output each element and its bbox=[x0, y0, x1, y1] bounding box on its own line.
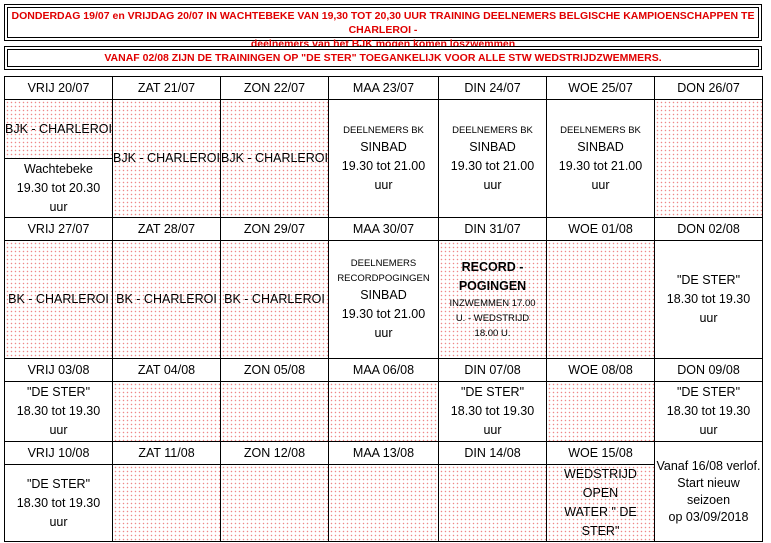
cell-line: 18.30 tot 19.30 bbox=[16, 495, 101, 510]
day-header: MAA 23/07 bbox=[329, 77, 439, 100]
cell-line: RECORD - bbox=[461, 260, 524, 274]
day-header: DON 02/08 bbox=[655, 218, 763, 241]
cell-line: 18.30 tot 19.30 bbox=[450, 404, 535, 418]
empty-cell bbox=[547, 241, 655, 359]
day-header: ZAT 28/07 bbox=[113, 218, 221, 241]
cell-line: uur bbox=[374, 177, 393, 192]
day-header: VRIJ 10/08 bbox=[5, 442, 113, 465]
day-header: VRIJ 03/08 bbox=[5, 359, 113, 382]
cell-line: uur bbox=[49, 514, 68, 529]
schedule-cell: BK - CHARLEROI bbox=[221, 241, 329, 359]
notice-banner bbox=[4, 46, 762, 70]
day-header: VRIJ 20/07 bbox=[5, 77, 113, 100]
cell-line: U. - WEDSTRIJD bbox=[455, 313, 530, 324]
cell-line: 19.30 tot 21.00 bbox=[450, 158, 535, 173]
day-header: DON 26/07 bbox=[655, 77, 763, 100]
schedule-cell bbox=[439, 100, 547, 218]
cell-line: "DE STER" bbox=[460, 385, 525, 399]
day-header: ZAT 11/08 bbox=[113, 442, 221, 465]
day-header: VRIJ 27/07 bbox=[5, 218, 113, 241]
cell-line: 18.30 tot 19.30 bbox=[666, 404, 751, 418]
cell-line: SINBAD bbox=[577, 139, 624, 154]
cell-line: DEELNEMERS BK bbox=[452, 124, 533, 136]
cell-line: uur bbox=[374, 326, 393, 340]
week-4-row bbox=[5, 465, 763, 542]
schedule-cell bbox=[439, 382, 547, 442]
day-header: MAA 13/08 bbox=[329, 442, 439, 465]
cell-line: 19.30 tot 20.30 bbox=[16, 180, 101, 195]
cell-line: WEDSTRIJD OPEN bbox=[564, 467, 637, 500]
schedule-cell bbox=[439, 241, 547, 359]
notice-text: VANAF 02/08 ZIJN DE TRAININGEN OP "DE STER" TOEGANKELIJK VOOR ALLE STW WEDSTRIJDZWEMMERS. bbox=[104, 52, 662, 64]
cell-line: DEELNEMERS bbox=[350, 258, 417, 269]
schedule-cell: BK - CHARLEROI bbox=[113, 241, 221, 359]
day-header: DIN 31/07 bbox=[439, 218, 547, 241]
day-header: ZAT 21/07 bbox=[113, 77, 221, 100]
cell-line: 18.00 U. bbox=[474, 328, 511, 339]
empty-cell bbox=[439, 465, 547, 542]
holiday-note bbox=[655, 442, 763, 542]
training-schedule-table bbox=[4, 76, 763, 542]
cell-line: SINBAD bbox=[469, 139, 516, 154]
day-header: ZON 12/08 bbox=[221, 442, 329, 465]
empty-cell bbox=[221, 382, 329, 442]
cell-line: POGINGEN bbox=[458, 279, 527, 293]
note-line: Vanaf 16/08 verlof. bbox=[656, 458, 761, 473]
day-header: DIN 24/07 bbox=[439, 77, 547, 100]
cell-line: uur bbox=[49, 199, 68, 214]
day-header: WOE 25/07 bbox=[547, 77, 655, 100]
week-3-row bbox=[5, 382, 763, 442]
day-header: WOE 08/08 bbox=[547, 359, 655, 382]
schedule-cell bbox=[329, 241, 439, 359]
cell-line: WATER " DE bbox=[564, 505, 637, 519]
schedule-cell: BK - CHARLEROI bbox=[5, 241, 113, 359]
week-1-row-a bbox=[5, 100, 763, 159]
cell-line: uur bbox=[699, 423, 718, 437]
day-header: ZON 29/07 bbox=[221, 218, 329, 241]
cell-line: RECORDPOGINGEN bbox=[337, 273, 430, 284]
schedule-cell: BJK - CHARLEROI bbox=[221, 100, 329, 218]
announcement-line-1: DONDERDAG 19/07 en VRIJDAG 20/07 IN WACHTEBEKE VAN 19,30 TOT 20,30 UUR TRAINING DEELNEMERS BELGISCHE KAMPIOENSCHAPPEN TE CHARLEROI - bbox=[11, 10, 755, 36]
cell-line: 18.30 tot 19.30 bbox=[666, 292, 751, 306]
day-header: ZON 05/08 bbox=[221, 359, 329, 382]
day-header: MAA 06/08 bbox=[329, 359, 439, 382]
schedule-cell bbox=[655, 241, 763, 359]
schedule-cell bbox=[655, 382, 763, 442]
cell-line: DEELNEMERS BK bbox=[343, 124, 424, 136]
empty-cell bbox=[113, 382, 221, 442]
week-2-header-row bbox=[5, 218, 763, 241]
day-header: WOE 01/08 bbox=[547, 218, 655, 241]
cell-line: uur bbox=[49, 423, 68, 437]
day-header: ZON 22/07 bbox=[221, 77, 329, 100]
week-2-row bbox=[5, 241, 763, 359]
schedule-cell bbox=[5, 382, 113, 442]
announcement-banner bbox=[4, 4, 762, 50]
empty-cell bbox=[329, 465, 439, 542]
cell-line: 19.30 tot 21.00 bbox=[341, 158, 426, 173]
cell-line: "DE STER" bbox=[676, 273, 741, 287]
note-line: Start nieuw seizoen bbox=[677, 475, 740, 507]
cell-line: uur bbox=[591, 177, 610, 192]
cell-line: INZWEMMEN 17.00 bbox=[449, 298, 536, 309]
cell-line: 19.30 tot 21.00 bbox=[341, 307, 426, 321]
day-header: MAA 30/07 bbox=[329, 218, 439, 241]
cell-line: SINBAD bbox=[360, 139, 407, 154]
day-header: DIN 07/08 bbox=[439, 359, 547, 382]
day-header: DIN 14/08 bbox=[439, 442, 547, 465]
week-1-header-row bbox=[5, 77, 763, 100]
cell-line: uur bbox=[483, 423, 502, 437]
empty-cell bbox=[113, 465, 221, 542]
schedule-cell bbox=[5, 159, 113, 218]
cell-line: "DE STER" bbox=[26, 476, 91, 491]
schedule-cell bbox=[547, 100, 655, 218]
schedule-cell: BJK - CHARLEROI bbox=[5, 100, 113, 159]
empty-cell bbox=[221, 465, 329, 542]
empty-cell bbox=[655, 100, 763, 218]
schedule-cell: BJK - CHARLEROI bbox=[113, 100, 221, 218]
week-3-header-row bbox=[5, 359, 763, 382]
cell-line: 18.30 tot 19.30 bbox=[16, 404, 101, 418]
cell-line: "DE STER" bbox=[26, 385, 91, 399]
cell-line: Wachtebeke bbox=[23, 161, 94, 176]
announcement-line-2: deelnemers van het BJK mogen komen loszwemmen bbox=[250, 38, 516, 50]
week-4-header-row bbox=[5, 442, 763, 465]
schedule-cell bbox=[547, 465, 655, 542]
empty-cell bbox=[329, 382, 439, 442]
cell-line: uur bbox=[483, 177, 502, 192]
cell-line: STER" bbox=[581, 524, 620, 538]
cell-line: uur bbox=[699, 311, 718, 325]
day-header: WOE 15/08 bbox=[547, 442, 655, 465]
cell-line: SINBAD bbox=[360, 288, 407, 302]
schedule-cell bbox=[329, 100, 439, 218]
note-line: op 03/09/2018 bbox=[668, 509, 749, 524]
empty-cell bbox=[547, 382, 655, 442]
cell-line: "DE STER" bbox=[676, 385, 741, 399]
cell-line: 19.30 tot 21.00 bbox=[558, 158, 643, 173]
schedule-cell bbox=[5, 465, 113, 542]
cell-line: DEELNEMERS BK bbox=[560, 124, 641, 136]
day-header: ZAT 04/08 bbox=[113, 359, 221, 382]
day-header: DON 09/08 bbox=[655, 359, 763, 382]
